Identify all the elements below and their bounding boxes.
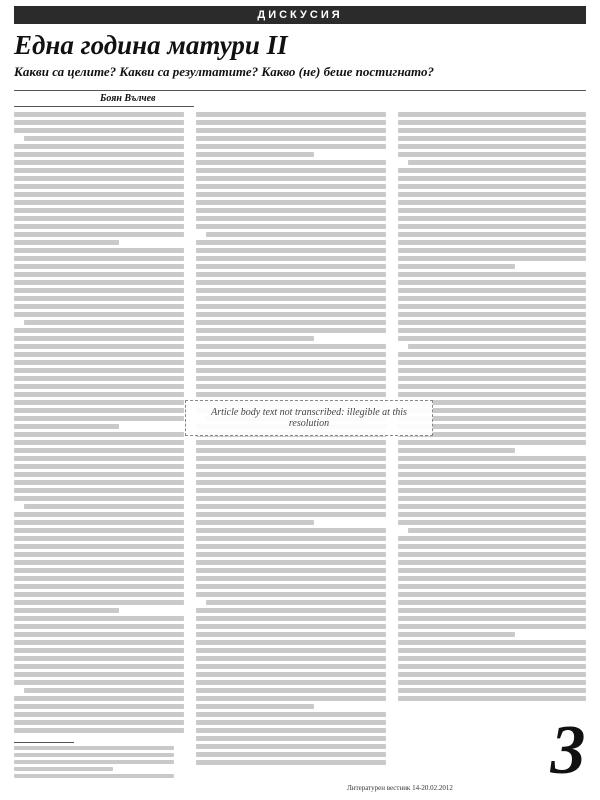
illegible-text-line [14,568,184,573]
illegible-text-line [398,632,515,637]
illegible-text-line [14,512,184,517]
illegible-text-line [408,160,586,165]
illegible-text-line [196,632,386,637]
illegible-text-line [196,576,386,581]
illegible-text-line [398,584,586,589]
illegible-text-line [196,320,386,325]
illegible-text-line [196,456,386,461]
illegible-text-line [14,296,184,301]
illegible-text-line [14,208,184,213]
illegible-text-line [196,640,386,645]
illegible-text-line [14,400,184,405]
illegible-text-line [398,624,586,629]
illegible-text-line [398,656,586,661]
illegible-text-line [14,440,184,445]
body-column-middle [196,112,386,772]
illegible-text-line [14,352,184,357]
illegible-text-line [398,216,586,221]
illegible-text-line [14,288,184,293]
illegible-text-line [196,312,386,317]
illegible-text-line [398,688,586,693]
illegible-text-line [14,336,184,341]
illegible-text-line [196,488,386,493]
illegible-text-line [196,624,386,629]
illegible-text-line [196,736,386,741]
illegible-text-line [398,264,515,269]
illegible-text-line [196,480,386,485]
illegible-text-line [196,272,386,277]
article-byline: Боян Вълчев [100,93,156,104]
illegible-text-line [196,656,386,661]
illegible-text-line [398,376,586,381]
section-label: ДИСКУСИЯ [257,9,343,21]
illegible-text-line [398,240,586,245]
illegible-text-line [14,560,184,565]
illegible-text-line [14,544,184,549]
illegible-text-line [14,240,119,245]
illegible-text-line [196,616,386,621]
illegible-text-line [398,360,586,365]
illegible-text-line [14,576,184,581]
illegible-text-line [398,496,586,501]
illegible-text-line [398,288,586,293]
illegible-text-line [196,192,386,197]
illegible-text-line [196,688,386,693]
illegible-text-line [14,312,184,317]
illegible-text-line [14,232,184,237]
illegible-text-line [14,712,184,717]
illegible-text-line [14,264,184,269]
illegible-text-line [196,368,386,373]
illegible-text-line [14,200,184,205]
illegible-text-line [398,672,586,677]
illegible-text-line [196,288,386,293]
illegible-text-line [196,448,386,453]
illegible-text-line [14,774,174,778]
illegible-text-line [14,536,184,541]
illegible-text-line [14,168,184,173]
illegible-text-line [398,152,586,157]
illegible-text-line [196,344,386,349]
illegible-text-line [398,456,586,461]
illegible-text-line [398,448,515,453]
footnote-block [14,746,174,778]
illegible-text-line [14,672,184,677]
illegible-text-line [196,672,386,677]
illegible-text-line [398,128,586,133]
illegible-text-line [196,472,386,477]
illegible-text-line [196,176,386,181]
illegible-text-line [14,360,184,365]
illegible-text-line [408,344,586,349]
illegible-text-line [398,608,586,613]
illegible-text-line [398,176,586,181]
illegible-text-line [196,592,386,597]
illegible-text-line [398,480,586,485]
illegible-text-line [196,520,314,525]
illegible-text-line [196,376,386,381]
illegible-text-line [398,392,586,397]
byline-divider [14,106,194,107]
illegible-text-line [398,488,586,493]
page-number: 3 [550,712,586,789]
illegible-text-line [206,600,386,605]
illegible-text-line [196,496,386,501]
illegible-text-line [24,136,184,141]
illegible-text-line [196,208,386,213]
deck-divider [14,90,586,91]
illegible-text-line [398,536,586,541]
article-headline: Една година матури II [14,30,288,60]
illegible-text-line [14,272,184,277]
section-header-band [14,6,586,24]
illegible-text-line [398,184,586,189]
illegible-text-line [398,208,586,213]
illegible-text-line [14,472,184,477]
illegible-text-line [196,696,386,701]
illegible-text-line [14,520,184,525]
illegible-text-line [408,528,586,533]
illegible-text-line [14,464,184,469]
illegible-text-line [196,184,386,189]
illegible-text-line [196,152,314,157]
illegible-text-line [196,120,386,125]
illegible-text-line [398,224,586,229]
illegible-text-line [398,512,586,517]
illegible-text-line [196,112,386,117]
illegible-text-line [24,688,184,693]
illegible-text-line [14,392,184,397]
illegible-text-line [398,648,586,653]
illegible-text-line [398,664,586,669]
illegible-text-line [196,216,386,221]
illegible-text-line [398,168,586,173]
illegible-text-line [14,746,174,750]
illegible-text-line [398,464,586,469]
article-deck: Какви са целите? Какви са резултатите? Какво (не) беше постигнато? [14,64,434,79]
illegible-text-line [398,384,586,389]
illegible-text-line [14,416,184,421]
illegible-text-line [398,560,586,565]
illegible-text-line [398,352,586,357]
illegible-text-line [196,392,386,397]
illegible-text-line [196,304,386,309]
illegible-text-line [398,616,586,621]
illegible-text-line [398,144,586,149]
illegible-text-line [398,592,586,597]
illegible-text-line [196,536,386,541]
illegible-text-line [24,320,184,325]
illegible-text-line [14,376,184,381]
illegible-text-line [196,552,386,557]
illegible-text-line [14,720,184,725]
illegible-text-line [14,704,184,709]
illegible-text-line [14,280,184,285]
illegible-text-line [14,664,184,669]
illegible-text-line [398,544,586,549]
illegible-text-line [196,720,386,725]
illegible-text-line [14,432,184,437]
illegible-text-line [14,648,184,653]
illegible-text-line [196,440,386,445]
illegible-text-line [398,272,586,277]
illegible-text-line [196,752,386,757]
illegible-text-line [14,424,119,429]
illegible-text-line [14,328,184,333]
illegible-text-line [14,144,184,149]
illegible-text-line [14,224,184,229]
illegible-text-line [196,712,386,717]
illegible-text-line [398,440,586,445]
illegible-text-line [196,512,386,517]
illegible-text-line [14,680,184,685]
illegible-text-line [196,224,386,229]
illegible-text-line [14,767,113,771]
illegible-text-line [398,320,586,325]
illegible-text-line [14,304,184,309]
illegible-text-line [398,696,586,701]
illegible-text-line [14,344,184,349]
illegible-text-line [14,656,184,661]
illegible-text-line [196,744,386,749]
illegible-text-line [14,696,184,701]
illegible-text-line [14,128,184,133]
illegible-text-line [14,592,184,597]
illegible-text-line [196,296,386,301]
illegible-text-line [14,120,184,125]
illegible-text-line [196,240,386,245]
illegible-text-line [14,728,184,733]
illegible-text-line [14,552,184,557]
illegible-text-line [196,328,386,333]
illegible-text-line [14,216,184,221]
illegible-text-notice: Article body text not transcribed: illegible at this resolution [185,400,433,436]
illegible-text-line [398,336,586,341]
illegible-text-line [196,360,386,365]
illegible-text-line [398,112,586,117]
illegible-text-line [14,248,184,253]
illegible-text-line [196,144,386,149]
illegible-text-line [14,384,184,389]
illegible-text-line [398,576,586,581]
illegible-text-line [24,504,184,509]
illegible-text-line [14,176,184,181]
illegible-text-line [14,456,184,461]
illegible-text-line [196,280,386,285]
illegible-text-line [196,256,386,261]
illegible-text-line [196,336,314,341]
illegible-text-line [398,368,586,373]
illegible-text-line [196,248,386,253]
illegible-text-line [14,448,184,453]
illegible-text-line [398,120,586,125]
footer-imprint: Литературен вестник 14-20.02.2012 [347,784,453,792]
illegible-text-line [14,368,184,373]
illegible-text-line [14,600,184,605]
illegible-text-line [14,608,119,613]
illegible-text-line [398,328,586,333]
illegible-text-line [398,680,586,685]
illegible-text-line [196,760,386,765]
illegible-text-line [196,264,386,269]
illegible-text-line [398,640,586,645]
illegible-text-line [14,152,184,157]
illegible-text-line [14,496,184,501]
illegible-text-line [14,640,184,645]
illegible-text-line [196,608,386,613]
illegible-text-line [14,616,184,621]
illegible-text-line [14,584,184,589]
illegible-text-line [196,704,314,709]
illegible-text-line [196,584,386,589]
illegible-text-line [398,552,586,557]
illegible-text-line [398,136,586,141]
illegible-text-line [14,256,184,261]
illegible-text-line [196,728,386,733]
illegible-text-line [14,488,184,493]
illegible-text-line [14,760,174,764]
illegible-text-line [398,568,586,573]
illegible-text-line [14,480,184,485]
illegible-text-line [196,200,386,205]
illegible-text-line [398,472,586,477]
illegible-text-line [196,352,386,357]
body-column-left [14,112,184,737]
illegible-text-line [196,168,386,173]
illegible-text-line [196,384,386,389]
illegible-text-line [398,600,586,605]
illegible-text-line [196,680,386,685]
illegible-text-line [14,192,184,197]
illegible-text-line [14,632,184,637]
illegible-text-line [196,664,386,669]
illegible-text-line [398,256,586,261]
illegible-text-line [14,624,184,629]
footnote-divider [14,742,74,743]
illegible-text-line [398,280,586,285]
illegible-text-line [196,560,386,565]
illegible-text-line [398,232,586,237]
illegible-text-line [196,648,386,653]
illegible-text-line [196,504,386,509]
illegible-text-line [398,296,586,301]
illegible-text-line [14,184,184,189]
illegible-text-line [196,544,386,549]
illegible-text-line [398,520,586,525]
illegible-text-line [398,312,586,317]
illegible-text-line [398,304,586,309]
illegible-text-line [206,232,386,237]
illegible-text-line [196,568,386,573]
illegible-text-line [398,192,586,197]
illegible-text-line [196,136,386,141]
illegible-text-line [398,504,586,509]
illegible-text-line [196,128,386,133]
illegible-text-line [398,248,586,253]
illegible-text-line [14,160,184,165]
illegible-text-line [14,408,184,413]
illegible-text-line [14,112,184,117]
illegible-text-line [14,528,184,533]
illegible-text-line [196,160,386,165]
illegible-text-line [196,464,386,469]
illegible-text-line [196,528,386,533]
illegible-text-line [14,753,174,757]
illegible-text-line [398,200,586,205]
